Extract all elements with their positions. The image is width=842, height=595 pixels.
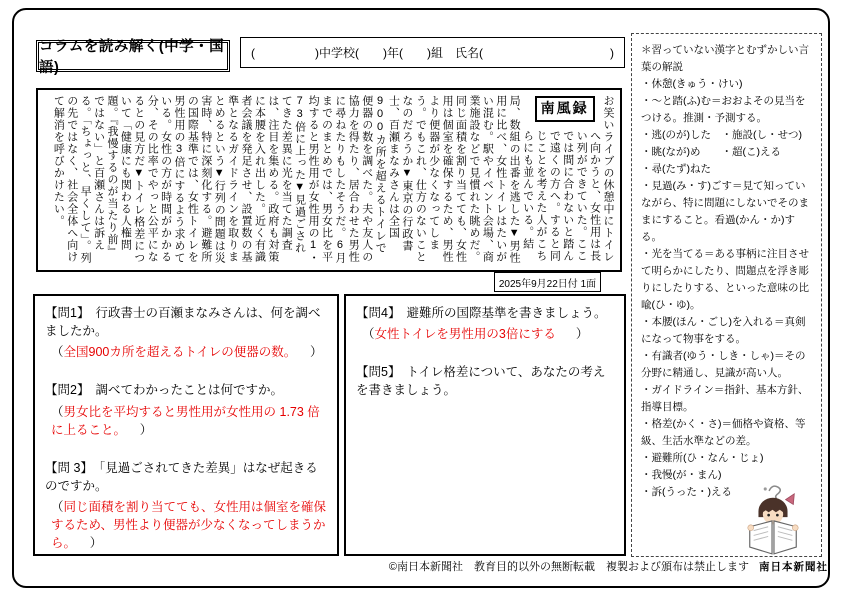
glossary-item: ・訴(うった・)える bbox=[641, 486, 732, 498]
article-body: イレへ向かうと、女性用は長い列ができていた。ここでは間に合わないと踏んで遠くの方へ。すると同じことを考えた人がこちらにも並んでいる。結局、数組の出番を逃した▼男性用に比べ、女性トイレはたいがい混む。駅やイベント会場、商業施設などで見慣れた眺めだ。同じ面積を割り当てても、女性用は個室を確保するため、男性より便器が少なくなってしまう。でもこれ、仕方のないことなのだろうか▼東京の行政書士、百瀬まなみさんは全国900カ所を超えるトイレで便器の数を調べた。夫や友人の協力を得たり、居合わせた男性に尋ねたりもしたそうだ。6月までのまとめでは、男女比を平均すると男性用が女性用の1・73倍に上った▼見過ごされてきた差異に光を当てた調査は、注目を集める。政府も対策に本腰を入れ出した。近く有識者会議を発足させ、設置数の基準となるガイドラインを取りまとめるという▼行列の問題は災害時、特に深刻化する。避難所の国際基準では、女性トイレを男性用の3倍にするよう求めている。女性の方が時間がかかる分、その比率でやっと公平になるとの見方だ▼トイレ格差について「健康にも関わる人権問題。『我慢するのが当たり前』ではない」と百瀬さんは訴える。「ちょっと、早くして」。列の先ではなく、社会全体へ向けて解消を呼びかけたい。 bbox=[52, 95, 614, 264]
glossary-item: ・眺(なが)め ・超(こ)える bbox=[641, 146, 781, 158]
paren-open: （ bbox=[362, 327, 375, 342]
glossary-heading: ＊習っていない漢字とむずかしい言葉の解説 bbox=[641, 44, 809, 73]
glossary-panel bbox=[631, 33, 822, 557]
glossary-item: ・我慢(が・まん) bbox=[641, 469, 722, 481]
paren-close: ） bbox=[139, 422, 153, 437]
question-2 bbox=[45, 381, 327, 438]
question-2-text: 調べてわかったことは何ですか。 bbox=[95, 383, 283, 398]
question-4-answer: 女性トイレを男性用の3倍にする bbox=[374, 327, 556, 342]
question-4-text: 避難所の国際基準を書きましょう。 bbox=[406, 306, 607, 320]
question-3-answer-line bbox=[45, 498, 327, 552]
worksheet-title-box bbox=[36, 39, 230, 76]
paren-close: ） bbox=[575, 327, 589, 342]
question-2-answer-line bbox=[45, 403, 327, 439]
article-date-badge bbox=[494, 272, 601, 292]
glossary-item: ・見過(み・す)ごす＝見て知っていながら、特に問題にしないでそのままにすること。看過(かん・か)する。 bbox=[641, 180, 809, 243]
paren-close: ） bbox=[310, 345, 323, 360]
question-1-text: 行政書士の百瀬まなみさんは、何を調べましたか。 bbox=[45, 306, 321, 339]
question-4 bbox=[356, 304, 614, 343]
article-text bbox=[44, 95, 614, 265]
question-4-answer-line bbox=[356, 325, 614, 343]
student-info-label-close: ) bbox=[610, 45, 614, 60]
glossary-item: ・ガイドライン＝指針、基本方針、指導目標。 bbox=[641, 384, 809, 413]
paren-open: （ bbox=[51, 500, 64, 514]
glossary-item: ・有識者(ゆう・しき・しゃ)＝その分野に精通し、見識が高い人。 bbox=[641, 350, 806, 379]
paren-open: （ bbox=[51, 404, 64, 419]
column-masthead-box bbox=[535, 96, 595, 122]
question-1-label: 【問1】 bbox=[45, 306, 90, 320]
glossary-item: ・避難所(ひ・なん・じょ) bbox=[641, 452, 764, 464]
publisher-logo: 南日本新聞社 bbox=[759, 560, 828, 573]
question-4-label: 【問4】 bbox=[356, 306, 401, 320]
question-3-text: 「見過ごされてきた差異」はなぜ起きるのですか。 bbox=[45, 460, 318, 493]
footer bbox=[36, 558, 828, 574]
column-masthead-title: 南風録 bbox=[540, 100, 589, 117]
student-info-field[interactable] bbox=[240, 37, 625, 68]
glossary-item: ・逃(のが)した ・施設(し・せつ) bbox=[641, 129, 802, 141]
question-5-text: トイレ格差について、あなたの考えを書きましょう。 bbox=[356, 365, 606, 398]
question-2-label: 【問2】 bbox=[45, 383, 90, 398]
glossary-item: ・本腰(ほん・ごし)を入れる＝真剣になって物事をする。 bbox=[641, 316, 806, 345]
article-date-text: 2025年9月22日付 1面 bbox=[498, 278, 597, 290]
questions-right-box bbox=[344, 294, 626, 556]
question-5 bbox=[356, 363, 614, 399]
question-2-answer: 男女比を平均すると男性用が女性用の 1.73 倍に上ること。 bbox=[51, 404, 320, 437]
glossary-item: ・休憩(きゅう・けい) bbox=[641, 78, 743, 90]
questions-left-box bbox=[33, 294, 339, 556]
question-3-answer: 同じ面積を割り当てても、女性用は個室を確保するため、男性より便器が少なくなってしまうから。 bbox=[51, 500, 327, 551]
glossary-item: ・尋(たず)ねた bbox=[641, 163, 711, 175]
article-lead: お笑いライブの休憩中にト bbox=[602, 95, 614, 239]
paren-open: （ bbox=[51, 345, 64, 360]
copyright-text: ©南日本新聞社 教育目的以外の無断転載 複製および頒布は禁止します bbox=[388, 561, 749, 573]
question-1-answer-line bbox=[45, 343, 327, 361]
question-3-label: 【問 3】 bbox=[45, 460, 93, 475]
question-1-answer: 全国900カ所を超えるトイレの便器の数。 bbox=[63, 345, 290, 360]
student-info-label: ( )中学校( )年( )組 氏名( bbox=[251, 46, 483, 60]
worksheet-title: コラムを読み解く(中学・国語) bbox=[39, 39, 225, 76]
question-1 bbox=[45, 304, 327, 361]
newspaper-girl-mascot-illustration bbox=[742, 482, 804, 556]
paren-close: ） bbox=[89, 536, 103, 551]
question-5-label: 【問5】 bbox=[356, 365, 401, 380]
newspaper-column-box bbox=[36, 88, 622, 272]
glossary-item: ・光を当てる＝ある事柄に注目させて明らかにしたり、問題点を浮き彫りにしたりする、といった意味の比喩(ひ・ゆ)。 bbox=[641, 248, 809, 311]
glossary-item: ・〜と踏(ふ)む＝おおよその見当をつける。推測・予測する。 bbox=[641, 95, 806, 124]
glossary-item: ・格差(かく・さ)＝価格や資格、等級、生活水準などの差。 bbox=[641, 418, 806, 447]
question-3 bbox=[45, 459, 327, 553]
